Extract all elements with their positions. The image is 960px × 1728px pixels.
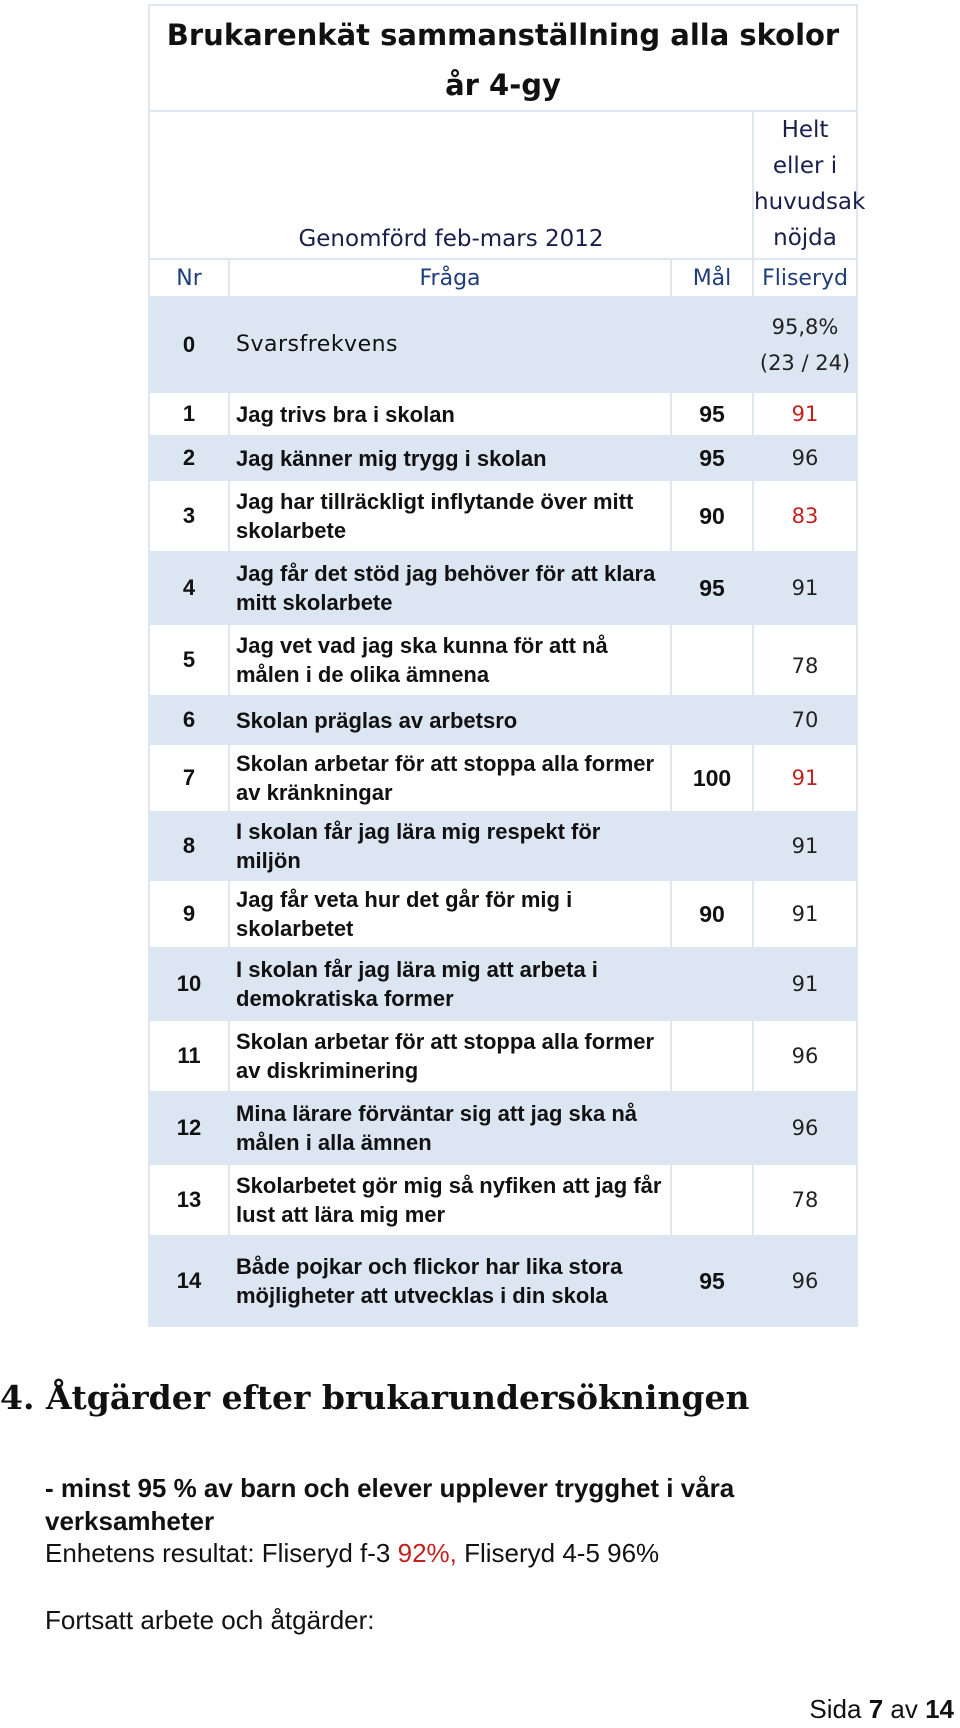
row-question: Svarsfrekvens [229, 297, 671, 392]
row-nr: 12 [149, 1092, 229, 1164]
table-row [149, 1236, 857, 1326]
row-goal: 95 [671, 552, 753, 624]
header-goal: Mål [671, 259, 753, 297]
row-result: 78 [753, 624, 857, 696]
row-result: 96 [753, 436, 857, 480]
table-title-row [149, 5, 857, 111]
row-nr: 4 [149, 552, 229, 624]
table-row [149, 297, 857, 392]
row-nr: 2 [149, 436, 229, 480]
row-nr: 8 [149, 812, 229, 880]
table-row [149, 436, 857, 480]
row-question: Jag har tillräckligt inflytande över mitt skolarbete [229, 480, 671, 552]
row-nr: 6 [149, 696, 229, 744]
row-goal: 90 [671, 880, 753, 948]
header-question: Fråga [229, 259, 671, 297]
row-goal: 95 [671, 1236, 753, 1326]
row-goal [671, 297, 753, 392]
header-school: Fliseryd [753, 259, 857, 297]
page-number [809, 1694, 954, 1725]
table-row [149, 812, 857, 880]
row-goal: 95 [671, 436, 753, 480]
total-pages: 14 [925, 1694, 954, 1724]
table-row [149, 744, 857, 812]
table-row [149, 552, 857, 624]
column-header-row [149, 259, 857, 297]
row-goal: 100 [671, 744, 753, 812]
table-row [149, 480, 857, 552]
row-question: Skolan arbetar för att stoppa alla former av diskriminering [229, 1020, 671, 1092]
header-nr: Nr [149, 259, 229, 297]
row-question: Jag känner mig trygg i skolan [229, 436, 671, 480]
table-row [149, 1020, 857, 1092]
row-result: 95,8% (23 / 24) [753, 297, 857, 392]
row-question: Skolarbetet gör mig så nyfiken att jag får lust att lära mig mer [229, 1164, 671, 1236]
table-title: Brukarenkät sammanställning alla skolor år 4-gy [149, 5, 857, 111]
row-result: 78 [753, 1164, 857, 1236]
row-goal [671, 1092, 753, 1164]
row-nr: 3 [149, 480, 229, 552]
row-goal [671, 1020, 753, 1092]
row-result: 70 [753, 696, 857, 744]
unit-result-prefix: Enhetens resultat: Fliseryd f-3 [45, 1538, 398, 1568]
survey-table [148, 4, 866, 1327]
page-middle: av [883, 1694, 926, 1724]
table-row [149, 624, 857, 696]
row-nr: 0 [149, 297, 229, 392]
row-result: 96 [753, 1236, 857, 1326]
row-nr: 13 [149, 1164, 229, 1236]
row-goal [671, 696, 753, 744]
row-question: Både pojkar och flickor har lika stora möjligheter att utvecklas i din skola [229, 1236, 671, 1326]
row-nr: 11 [149, 1020, 229, 1092]
row-question: Mina lärare förväntar sig att jag ska nå målen i alla ämnen [229, 1092, 671, 1164]
row-result: 91 [753, 552, 857, 624]
row-question: Skolan arbetar för att stoppa alla former av kränkningar [229, 744, 671, 812]
row-goal [671, 624, 753, 696]
section-heading: 4. Åtgärder efter brukarundersökningen [0, 1378, 750, 1417]
row-nr: 9 [149, 880, 229, 948]
conducted-date: Genomförd feb-mars 2012 [149, 111, 753, 259]
goal-statement: - minst 95 % av barn och elever upplever trygghet i våra verksamheter [45, 1473, 735, 1536]
row-goal [671, 948, 753, 1020]
row-goal [671, 812, 753, 880]
continued-work-label: Fortsatt arbete och åtgärder: [45, 1605, 375, 1635]
row-result: 91 [753, 744, 857, 812]
row-result: 91 [753, 812, 857, 880]
row-nr: 1 [149, 392, 229, 436]
unit-result-red-value: 92%, [397, 1538, 457, 1568]
row-question: Jag vet vad jag ska kunna för att nå målen i de olika ämnena [229, 624, 671, 696]
row-result: 96 [753, 1020, 857, 1092]
row-nr: 5 [149, 624, 229, 696]
row-goal [671, 1164, 753, 1236]
table-row [149, 880, 857, 948]
table-row [149, 696, 857, 744]
unit-result [45, 1537, 659, 1570]
table-row [149, 948, 857, 1020]
row-result: 91 [753, 880, 857, 948]
row-goal: 95 [671, 392, 753, 436]
row-result: 91 [753, 392, 857, 436]
satisfied-label: Helt eller i huvudsak nöjda [753, 111, 857, 259]
page-prefix: Sida [809, 1694, 869, 1724]
current-page: 7 [868, 1694, 884, 1724]
row-question: I skolan får jag lära mig att arbeta i demokratiska former [229, 948, 671, 1020]
row-nr: 10 [149, 948, 229, 1020]
row-question: I skolan får jag lära mig respekt för miljön [229, 812, 671, 880]
row-goal: 90 [671, 480, 753, 552]
table-row [149, 1164, 857, 1236]
unit-result-suffix: Fliseryd 4-5 96% [456, 1538, 660, 1568]
row-result: 83 [753, 480, 857, 552]
row-nr: 7 [149, 744, 229, 812]
row-result: 96 [753, 1092, 857, 1164]
table-row [149, 392, 857, 436]
row-result: 91 [753, 948, 857, 1020]
row-question: Jag får det stöd jag behöver för att klara mitt skolarbete [229, 552, 671, 624]
table-row [149, 1092, 857, 1164]
row-question: Jag får veta hur det går för mig i skolarbetet [229, 880, 671, 948]
row-question: Skolan präglas av arbetsro [229, 696, 671, 744]
table-subheader-row [149, 111, 857, 259]
row-question: Jag trivs bra i skolan [229, 392, 671, 436]
row-nr: 14 [149, 1236, 229, 1326]
